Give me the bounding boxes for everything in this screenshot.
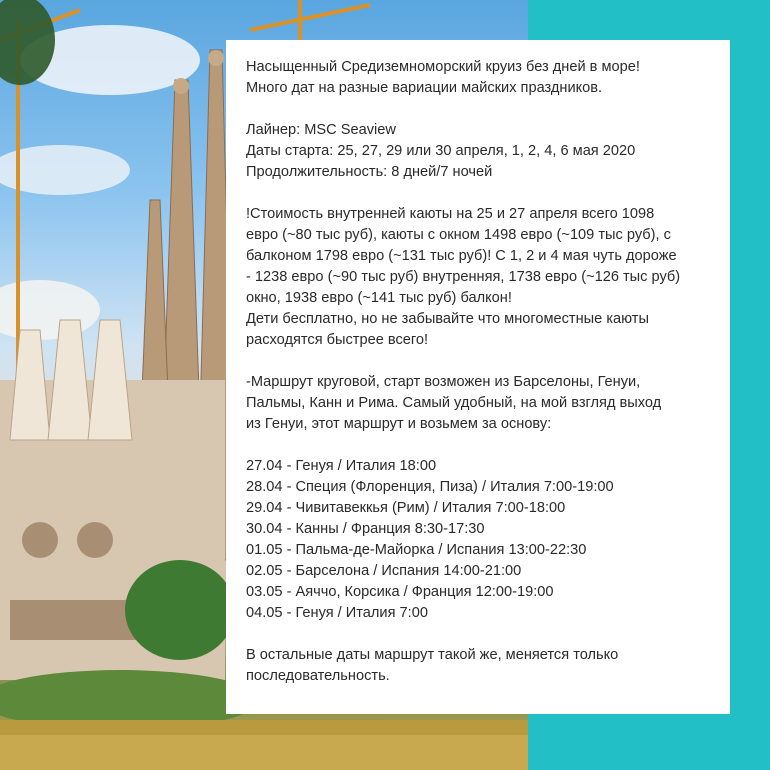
itinerary-list: [246, 456, 714, 624]
itinerary-item: 29.04 - Чивитавеккья (Рим) / Италия 7:00-18:00: [246, 500, 566, 516]
text-card: [226, 40, 730, 714]
itinerary-item: 02.05 - Барселона / Испания 14:00-21:00: [246, 563, 522, 579]
details-paragraph: [246, 120, 714, 183]
itinerary-item: 30.04 - Канны / Франция 8:30-17:30: [246, 521, 485, 537]
price-line: расходятся быстрее всего!: [246, 332, 429, 348]
route-line: Пальмы, Канн и Рима. Самый удобный, на мой взгляд выход: [246, 395, 662, 411]
intro-line: Много дат на разные вариации майских праздников.: [246, 80, 603, 96]
price-line: - 1238 евро (~90 тыс руб) внутренняя, 1738 евро (~126 тыс руб): [246, 269, 681, 285]
price-line: окно, 1938 евро (~141 тыс руб) балкон!: [246, 290, 512, 306]
outro-paragraph: [246, 645, 714, 687]
price-line: !Стоимость внутренней каюты на 25 и 27 апреля всего 1098: [246, 206, 655, 222]
intro-line: Насыщенный Средиземноморский круиз без дней в море!: [246, 59, 640, 75]
route-intro-paragraph: [246, 372, 714, 435]
route-line: -Маршрут круговой, старт возможен из Барселоны, Генуи,: [246, 374, 641, 390]
itinerary-item: 03.05 - Аяччо, Корсика / Франция 12:00-19:00: [246, 584, 554, 600]
route-line: из Генуи, этот маршрут и возьмем за основу:: [246, 416, 552, 432]
price-line: Дети бесплатно, но не забывайте что многоместные каюты: [246, 311, 649, 327]
itinerary-item: 01.05 - Пальма-де-Майорка / Испания 13:00-22:30: [246, 542, 587, 558]
itinerary-item: 04.05 - Генуя / Италия 7:00: [246, 605, 428, 621]
price-line: балконом 1798 евро (~131 тыс руб)! С 1, 2 и 4 мая чуть дороже: [246, 248, 677, 264]
duration-line: Продолжительность: 8 дней/7 ночей: [246, 164, 493, 180]
dates-line: Даты старта: 25, 27, 29 или 30 апреля, 1, 2, 4, 6 мая 2020: [246, 143, 636, 159]
prices-paragraph: [246, 204, 714, 351]
intro-paragraph: [246, 57, 714, 99]
ship-line: Лайнер: MSC Seaview: [246, 122, 396, 138]
outro-line: В остальные даты маршрут такой же, меняется только: [246, 647, 619, 663]
itinerary-item: 28.04 - Специя (Флоренция, Пиза) / Италия 7:00-19:00: [246, 479, 614, 495]
outro-line: последовательность.: [246, 668, 390, 684]
price-line: евро (~80 тыс руб), каюты с окном 1498 евро (~109 тыс руб), с: [246, 227, 671, 243]
itinerary-item: 27.04 - Генуя / Италия 18:00: [246, 458, 437, 474]
